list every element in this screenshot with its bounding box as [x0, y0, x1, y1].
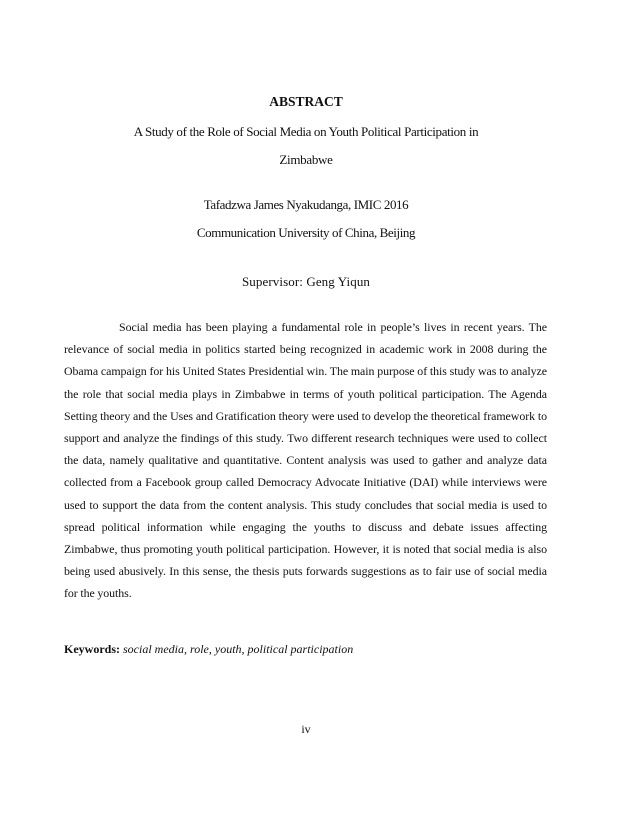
page-number: iv — [301, 722, 311, 736]
thesis-title-line-2: Zimbabwe — [279, 152, 333, 167]
abstract-heading: ABSTRACT — [269, 94, 343, 109]
author-line: Tafadzwa James Nyakudanga, IMIC 2016 — [203, 197, 409, 212]
affiliation-line: Communication University of China, Beijing — [196, 225, 416, 240]
abstract-body: Social media has been playing a fundamental role in people’s lives in recent years. The relevance of social media in politics started being recognized in academic work in 2008 during the Obama campaign for his United States Presidential win. The main purpose of this study was to analyze the role that social media plays in Zimbabwe in terms of youth political participation. The Agenda Setting theory and the Uses and Gratification theory were used to develop the theoretical framework to support and analyze the findings of this study. Two different research techniques were used to collect the data, namely qualitative and quantitative. Content analysis was used to gather and analyze data collected from a Facebook group called Democracy Advocate Initiative (DAI) while interviews were used to support the data from the content analysis. This study concludes that social media is used to spread political information while engaging the youths to discuss and debate issues affecting Zimbabwe, thus promoting youth political participation. However, it is noted that social media is also being used abusively. In this sense, the thesis puts forwards suggestions as to fair use of social media for the youths. — [64, 320, 547, 601]
keywords-label: Keywords: — [64, 642, 120, 656]
keywords-value: social media, role, youth, political participation — [123, 642, 354, 656]
thesis-title-line-1: A Study of the Role of Social Media on Youth Political Participation in — [133, 124, 479, 139]
supervisor-line: Supervisor: Geng Yiqun — [241, 274, 371, 289]
keywords-line — [64, 641, 548, 657]
